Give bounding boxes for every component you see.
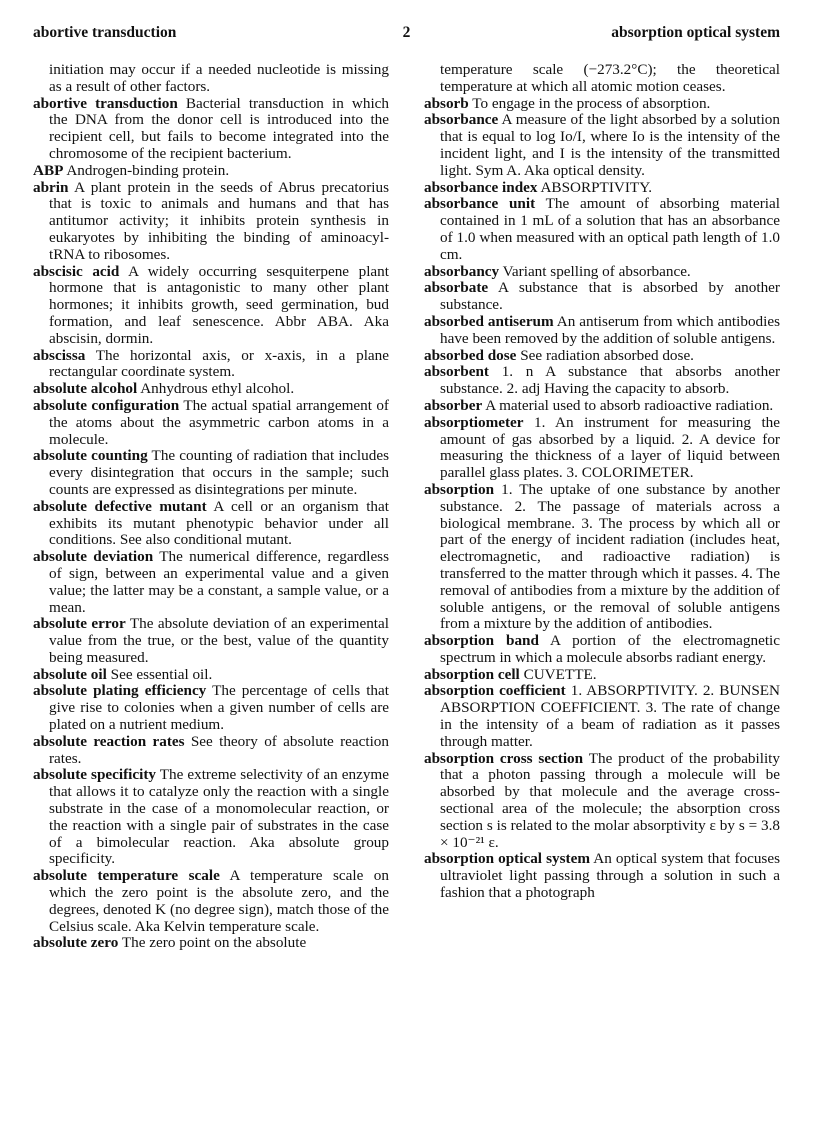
entry-headword: absorption optical system [424,850,590,868]
dictionary-entry [424,112,780,179]
dictionary-entry [33,448,389,498]
entry-headword: absolute alcohol [33,380,138,398]
entry-definition: A measure of the light absorbed by a solution that is equal to log Io/I, where Io is the intensity of the incident light, and I is the intensity of the transmitted light. Sym A. Aka optical density. [440,111,780,179]
entry-headword: absorbance unit [424,195,536,213]
entry-definition: The numerical difference, regardless of sign, between an experimental value and a given value; the latter may be a constant, a sample value, or a mean. [49,548,390,616]
entry-definition: The actual spatial arrangement of the atoms about the asymmetric carbon atoms in a molecule. [49,396,389,448]
entry-headword: absorptiometer [424,413,524,431]
entry-headword: absorbed dose [424,346,517,364]
dictionary-entry [33,616,389,666]
entry-headword: absolute oil [33,665,107,683]
entry-definition: 1. The uptake of one substance by another substance. 2. The passage of materials across a biological membrane. 3. The process by which all or part of the energy of incident radiation (includes heat, electromagnetic, and radioactive radiation) is transferred to the matter through which it passes. 4. The removal of antibodies from a mixture by the addition of soluble antigens, or the removal of soluble antigens from a mixture by the addition of antibodies. [440,480,780,633]
entry-headword: absorption band [424,632,539,650]
dictionary-entry [33,935,389,952]
entry-headword: absolute reaction rates [33,732,185,750]
entry-headword: absolute error [33,615,126,633]
page-number: 2 [402,24,411,41]
dictionary-entry [424,633,780,667]
entry-continuation: temperature scale (−273.2°C); the theoretical temperature at which all atomic motion ceases. [440,61,780,95]
entry-headword: absorbed antiserum [424,312,554,330]
dictionary-entry [424,348,780,365]
entry-definition: The extreme selectivity of an enzyme that allows it to catalyze only the reaction with a single substrate in the case of a monomolecular reaction, or the reaction with a single pair of substrates in the case of a bimolecular reaction. Aka absolute group specificity. [49,766,389,868]
dictionary-entry [424,751,780,852]
entry-definition: The absolute deviation of an experimental value from the true, or the best, value of the quantity being measured. [49,615,389,666]
entry-headword: absolute counting [33,447,148,465]
entry-definition: Variant spelling of absorbance. [502,262,691,280]
dictionary-entry [424,196,780,263]
entry-definition: Androgen-binding protein. [66,161,230,179]
dictionary-entry [424,667,780,684]
dictionary-entry [33,180,389,264]
entry-definition: To engage in the process of absorption. [472,94,711,112]
entry-headword: absolute deviation [33,548,154,566]
entry-definition: A widely occurring sesquiterpene plant hormone that is antagonistic to many other plant hormones; it inhibits growth, seed germination, bud formation, and leaf senescence. Abbr ABA. Aka abscisin, dormin. [49,262,389,347]
entry-definition: 1. n A substance that absorbs another substance. 2. adj Having the capacity to absorb. [440,363,780,398]
entry-definition: The horizontal axis, or x-axis, in a plane rectangular coordinate system. [49,346,389,381]
entry-definition: See theory of absolute reaction rates. [49,732,389,767]
dictionary-entry [424,96,780,113]
header-first-entry: abortive transduction [33,24,177,41]
dictionary-entry [424,398,780,415]
dictionary-entry [33,381,389,398]
entry-definition: A portion of the electromagnetic spectrum in which a molecule absorbs radiant energy. [440,632,781,666]
entry-headword: absorbance [424,111,499,129]
entry-definition: A cell or an organism that exhibits its mutant phenotypic behavior under all conditions. See also conditional mutant. [49,497,389,549]
dictionary-entry [424,264,780,281]
entry-headword: absorption cross section [424,749,584,767]
entry-definition: A plant protein in the seeds of Abrus precatorius that is toxic to animals and humans and that has antitumor activity; it inhibits protein synthesis in eukaryotes by inhibiting the binding of aminoacyl-tRNA to ribosomes. [49,178,390,263]
dictionary-entry [33,499,389,549]
dictionary-entry [33,667,389,684]
entry-definition: ABSORPTIVITY. [540,178,653,196]
entry-definition: 1. ABSORPTIVITY. 2. BUNSEN ABSORPTION COEFFICIENT. 3. The rate of change in the intensity of a beam of radiation as it passes through matter. [440,682,781,750]
entry-headword: absolute zero [33,934,119,952]
dictionary-entry [424,851,780,901]
dictionary-entry [424,364,780,398]
entry-headword: absolute temperature scale [33,867,220,885]
dictionary-entry [33,163,389,180]
entry-headword: absolute specificity [33,766,156,784]
entry-definition: An optical system that focuses ultraviolet light passing through a solution in such a fashion that a photograph [440,850,780,902]
entry-headword: ABP [33,161,64,179]
dictionary-entry [33,398,389,448]
dictionary-entry [33,767,389,868]
dictionary-entry [424,683,780,750]
entry-definition: The zero point on the absolute [121,934,307,952]
header-last-entry: absorption optical system [611,24,780,41]
entry-definition: The percentage of cells that give rise to colonies when a given number of cells are plated on a nutrient medium. [49,682,389,734]
entry-definition: See essential oil. [110,665,213,683]
dictionary-entry [33,868,389,935]
entry-definition: The product of the probability that a photon passing through a molecule will be absorbed by that molecule and the average cross-sectional area of the molecule; the absorption cross section s is related to the molar absorptivity ε by s = 3.8 × 10⁻²¹ ε. [440,749,780,851]
dictionary-entry [424,415,780,482]
entry-headword: absorber [424,396,483,414]
dictionary-entry [33,96,389,163]
entry-headword: absolute defective mutant [33,497,207,515]
entry-definition: See radiation absorbed dose. [520,346,694,364]
dictionary-entry [424,482,780,633]
dictionary-entry [424,314,780,348]
entry-headword: absorbent [424,363,489,381]
entry-headword: absorption [424,480,495,498]
dictionary-entry [424,280,780,314]
entry-headword: abscisic acid [33,262,120,280]
entry-headword: absolute plating efficiency [33,682,207,700]
dictionary-entry [33,683,389,733]
left-column [33,62,389,952]
dictionary-entry [33,264,389,348]
entry-definition: An antiserum from which antibodies have been removed by the addition of soluble antigens. [440,312,780,347]
running-header [33,24,780,46]
entry-headword: abortive transduction [33,94,178,112]
entry-definition: Bacterial transduction in which the DNA from the donor cell is introduced into the recipient cell, but fails to become integrated into the chromosome of the recipient bacterium. [49,94,390,162]
right-column [424,62,780,902]
entry-headword: absorbancy [424,262,500,280]
dictionary-entry [424,180,780,197]
entry-headword: absorbate [424,279,489,297]
entry-continuation: initiation may occur if a needed nucleotide is missing as a result of other factors. [49,61,389,95]
entry-definition: A temperature scale on which the zero point is the absolute zero, and the degrees, denoted K (no degree sign), match those of the Celsius scale. Aka Kelvin temperature scale. [49,867,389,935]
entry-headword: absolute configuration [33,396,180,414]
entry-definition: A material used to absorb radioactive radiation. [485,396,774,414]
dictionary-entry [33,348,389,382]
entry-headword: absorbance index [424,178,538,196]
entry-headword: absorb [424,94,469,112]
entry-definition: A substance that is absorbed by another substance. [440,279,780,314]
entry-definition: The amount of absorbing material contained in 1 mL of a solution that has an absorbance of 1.0 when measured with an optical path length of 1.0 cm. [440,195,780,263]
entry-definition: 1. An instrument for measuring the amount of gas absorbed by a liquid. 2. A device for measuring the thickness of a layer of liquid between parallel glass plates. 3. COLORIMETER. [440,413,781,482]
entry-headword: absorption cell [424,665,520,683]
entry-definition: CUVETTE. [523,665,597,683]
dictionary-entry [33,549,389,616]
entry-definition: The counting of radiation that includes every disintegration that occurs in the sample; such counts are expressed as disintegrations per minute. [49,447,389,498]
entry-headword: absorption coefficient [424,682,566,700]
entry-headword: abscissa [33,346,86,364]
dictionary-entry [33,734,389,768]
entry-headword: abrin [33,178,69,196]
entry-definition: Anhydrous ethyl alcohol. [140,380,295,398]
